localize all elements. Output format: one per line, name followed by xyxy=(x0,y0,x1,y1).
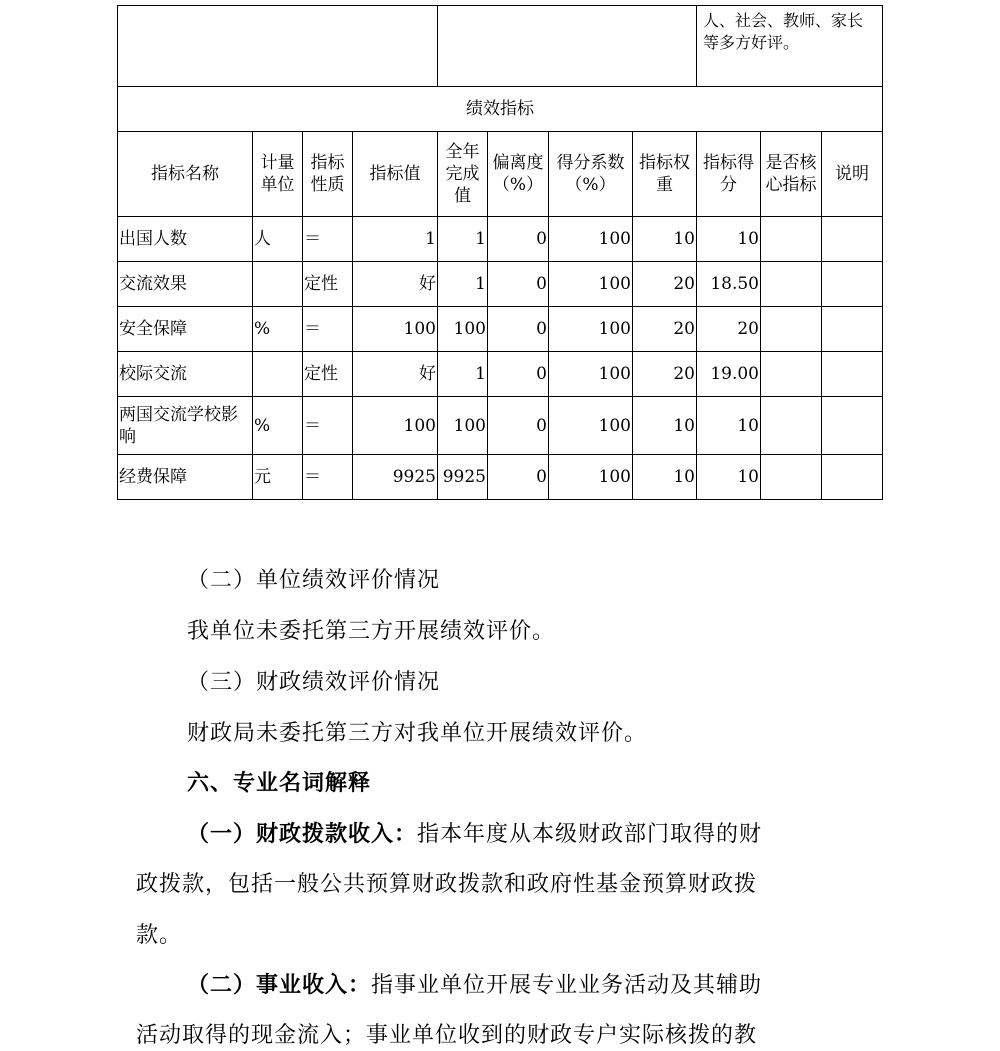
indicator-nature: ＝ xyxy=(303,307,353,352)
table-row xyxy=(118,307,883,352)
table-row xyxy=(118,397,883,455)
indicator-note xyxy=(822,262,883,307)
indicator-coef: 100 xyxy=(549,397,633,455)
header-cell: 得分系数（%） xyxy=(549,132,633,217)
indicator-name: 校际交流 xyxy=(118,352,253,397)
header-cell: 是否核心指标 xyxy=(761,132,822,217)
definition-2-text: 指事业单位开展专业业务活动及其辅助 xyxy=(371,973,763,998)
indicator-actual: 1 xyxy=(438,217,488,262)
header-cell: 指标值 xyxy=(353,132,438,217)
indicator-nature: ＝ xyxy=(303,397,353,455)
indicator-score: 10 xyxy=(697,217,761,262)
indicator-coef: 100 xyxy=(549,262,633,307)
indicator-weight: 20 xyxy=(633,352,697,397)
indicator-actual: 1 xyxy=(438,262,488,307)
indicator-unit xyxy=(253,352,303,397)
indicator-score: 18.50 xyxy=(697,262,761,307)
indicator-weight: 10 xyxy=(633,397,697,455)
indicator-actual: 100 xyxy=(438,307,488,352)
heading-finance-evaluation: （三）财政绩效评价情况 xyxy=(187,670,441,695)
header-row xyxy=(118,132,883,217)
header-cell: 指标性质 xyxy=(303,132,353,217)
indicator-target: 100 xyxy=(353,307,438,352)
indicator-deviation: 0 xyxy=(488,262,549,307)
definition-2-term: （二）事业收入： xyxy=(187,972,372,998)
header-cell: 指标得分 xyxy=(697,132,761,217)
indicator-core xyxy=(761,307,822,352)
indicator-deviation: 0 xyxy=(488,397,549,455)
indicator-deviation: 0 xyxy=(488,352,549,397)
indicator-unit xyxy=(253,262,303,307)
indicator-target: 好 xyxy=(353,352,438,397)
definition-2-line-2: 活动取得的现金流入；事业单位收到的财政专户实际核拨的教 xyxy=(136,1023,758,1048)
top-note-cell: 人、社会、教师、家长等多方好评。 xyxy=(697,6,883,87)
paragraph-unit-evaluation: 我单位未委托第三方开展绩效评价。 xyxy=(187,619,556,644)
indicator-actual: 100 xyxy=(438,397,488,455)
header-cell: 指标权重 xyxy=(633,132,697,217)
table-top-row xyxy=(118,6,883,87)
top-empty-cell-1 xyxy=(118,6,438,87)
top-empty-cell-2 xyxy=(438,6,697,87)
definition-1-line-3: 款。 xyxy=(136,923,183,948)
indicator-weight: 10 xyxy=(633,455,697,500)
indicator-core xyxy=(761,397,822,455)
indicator-coef: 100 xyxy=(549,455,633,500)
indicator-note xyxy=(822,455,883,500)
indicator-weight: 10 xyxy=(633,217,697,262)
indicator-actual: 1 xyxy=(438,352,488,397)
indicator-name: 两国交流学校影响 xyxy=(118,397,253,455)
table-row xyxy=(118,217,883,262)
indicator-name: 交流效果 xyxy=(118,262,253,307)
indicator-deviation: 0 xyxy=(488,455,549,500)
definition-1-line-1 xyxy=(187,817,877,848)
indicator-name: 经费保障 xyxy=(118,455,253,500)
header-cell: 计量单位 xyxy=(253,132,303,217)
table-row xyxy=(118,262,883,307)
indicator-nature: ＝ xyxy=(303,455,353,500)
indicator-core xyxy=(761,455,822,500)
indicator-note xyxy=(822,217,883,262)
indicator-note xyxy=(822,397,883,455)
indicator-target: 1 xyxy=(353,217,438,262)
heading-unit-evaluation: （二）单位绩效评价情况 xyxy=(187,568,441,593)
indicator-nature: 定性 xyxy=(303,262,353,307)
indicator-weight: 20 xyxy=(633,262,697,307)
indicator-coef: 100 xyxy=(549,217,633,262)
indicator-actual: 9925 xyxy=(438,455,488,500)
indicator-target: 100 xyxy=(353,397,438,455)
section-six-heading: 六、专业名词解释 xyxy=(187,770,372,796)
definition-1-line-2: 政拨款，包括一般公共预算财政拨款和政府性基金预算财政拨 xyxy=(136,872,758,897)
indicator-coef: 100 xyxy=(549,307,633,352)
indicator-coef: 100 xyxy=(549,352,633,397)
header-cell: 偏离度（%） xyxy=(488,132,549,217)
section-title-cell: 绩效指标 xyxy=(118,87,883,132)
indicator-target: 9925 xyxy=(353,455,438,500)
indicator-note xyxy=(822,307,883,352)
indicator-core xyxy=(761,217,822,262)
performance-table xyxy=(117,5,883,500)
paragraph-finance-evaluation: 财政局未委托第三方对我单位开展绩效评价。 xyxy=(187,721,648,746)
indicator-unit: 元 xyxy=(253,455,303,500)
indicator-core xyxy=(761,352,822,397)
indicator-unit: 人 xyxy=(253,217,303,262)
header-cell: 全年完成值 xyxy=(438,132,488,217)
indicator-note xyxy=(822,352,883,397)
table-row xyxy=(118,352,883,397)
header-cell: 说明 xyxy=(822,132,883,217)
indicator-core xyxy=(761,262,822,307)
header-cell: 指标名称 xyxy=(118,132,253,217)
definition-1-term: （一）财政拨款收入： xyxy=(187,821,418,847)
indicator-nature: ＝ xyxy=(303,217,353,262)
definition-2-line-1 xyxy=(187,968,877,999)
indicator-deviation: 0 xyxy=(488,307,549,352)
indicator-nature: 定性 xyxy=(303,352,353,397)
indicator-name: 出国人数 xyxy=(118,217,253,262)
indicator-deviation: 0 xyxy=(488,217,549,262)
indicator-score: 20 xyxy=(697,307,761,352)
indicator-score: 10 xyxy=(697,455,761,500)
indicator-score: 19.00 xyxy=(697,352,761,397)
table-row xyxy=(118,455,883,500)
indicator-weight: 20 xyxy=(633,307,697,352)
indicator-score: 10 xyxy=(697,397,761,455)
definition-1-text: 指本年度从本级财政部门取得的财 xyxy=(417,822,763,847)
indicator-unit: % xyxy=(253,307,303,352)
indicator-unit: % xyxy=(253,397,303,455)
indicator-name: 安全保障 xyxy=(118,307,253,352)
indicator-target: 好 xyxy=(353,262,438,307)
